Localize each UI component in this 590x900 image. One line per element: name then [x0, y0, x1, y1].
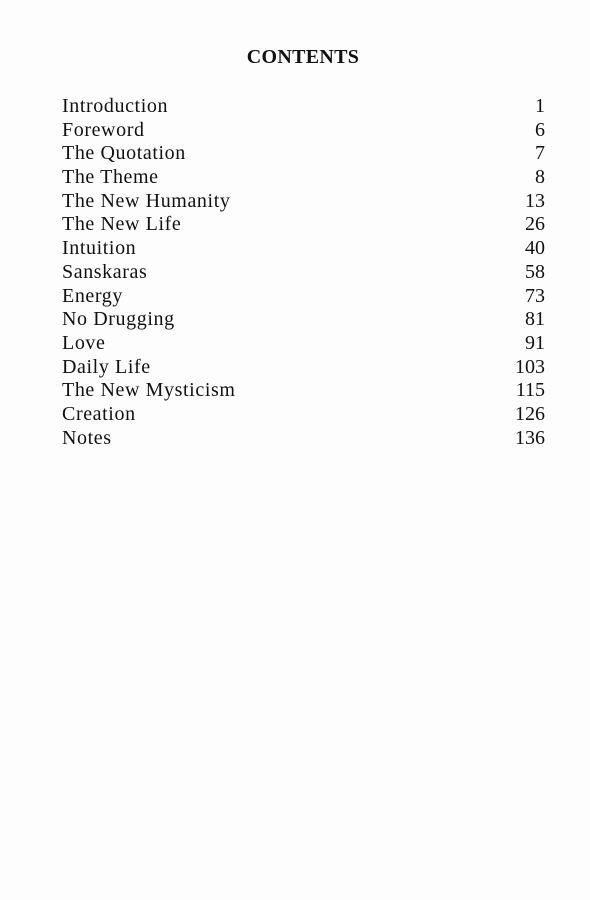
toc-entry — [62, 332, 545, 356]
toc-entry-page: 13 — [525, 189, 545, 212]
toc-entry-page: 40 — [525, 237, 545, 260]
page-title: CONTENTS — [246, 46, 360, 68]
toc-entry-title: Foreword — [62, 118, 145, 141]
toc-entry-title: Notes — [62, 426, 112, 449]
toc-entry — [62, 427, 545, 451]
toc-entry — [62, 237, 545, 261]
toc-entry-title: Introduction — [62, 95, 169, 117]
toc-entry-title: No Drugging — [62, 308, 175, 331]
toc-entry-title: Love — [62, 331, 106, 354]
toc-entry — [62, 119, 545, 143]
toc-entry-title: Intuition — [62, 237, 137, 260]
toc-entry-title: The Theme — [62, 166, 159, 189]
toc-entry-title: Creation — [62, 402, 136, 425]
toc-entry-title: Daily Life — [62, 355, 151, 378]
toc-entry — [62, 95, 545, 119]
toc-entry — [62, 308, 545, 332]
toc-entry-page: 103 — [515, 355, 545, 378]
toc-entry-title: The New Life — [62, 213, 182, 236]
toc-entry-page: 91 — [525, 331, 545, 354]
toc-entry-page: 126 — [515, 402, 545, 425]
toc-entry — [62, 142, 545, 166]
toc-entry-page: 7 — [535, 142, 545, 165]
toc-entry-page: 58 — [525, 260, 545, 283]
toc-entry-title: Sanskaras — [62, 260, 148, 283]
toc-entry — [62, 213, 545, 237]
toc-entry-page: 1 — [535, 95, 545, 117]
toc-entry-page: 136 — [515, 426, 545, 449]
table-of-contents — [62, 95, 545, 450]
toc-entry-title: The New Humanity — [62, 189, 231, 212]
toc-entry-title: The Quotation — [62, 142, 186, 165]
toc-entry-page: 73 — [525, 284, 545, 307]
toc-entry-page: 8 — [535, 166, 545, 189]
toc-entry-title: Energy — [62, 284, 123, 307]
toc-entry-page: 26 — [525, 213, 545, 236]
toc-entry-page: 115 — [515, 379, 545, 402]
toc-entry — [62, 261, 545, 285]
toc-entry-page: 6 — [535, 118, 545, 141]
toc-entry — [62, 403, 545, 427]
toc-entry — [62, 285, 545, 309]
toc-entry — [62, 166, 545, 190]
toc-entry-title: The New Mysticism — [62, 379, 236, 402]
toc-entry — [62, 379, 545, 403]
toc-entry — [62, 190, 545, 214]
toc-entry — [62, 356, 545, 380]
toc-entry-page: 81 — [525, 308, 545, 331]
